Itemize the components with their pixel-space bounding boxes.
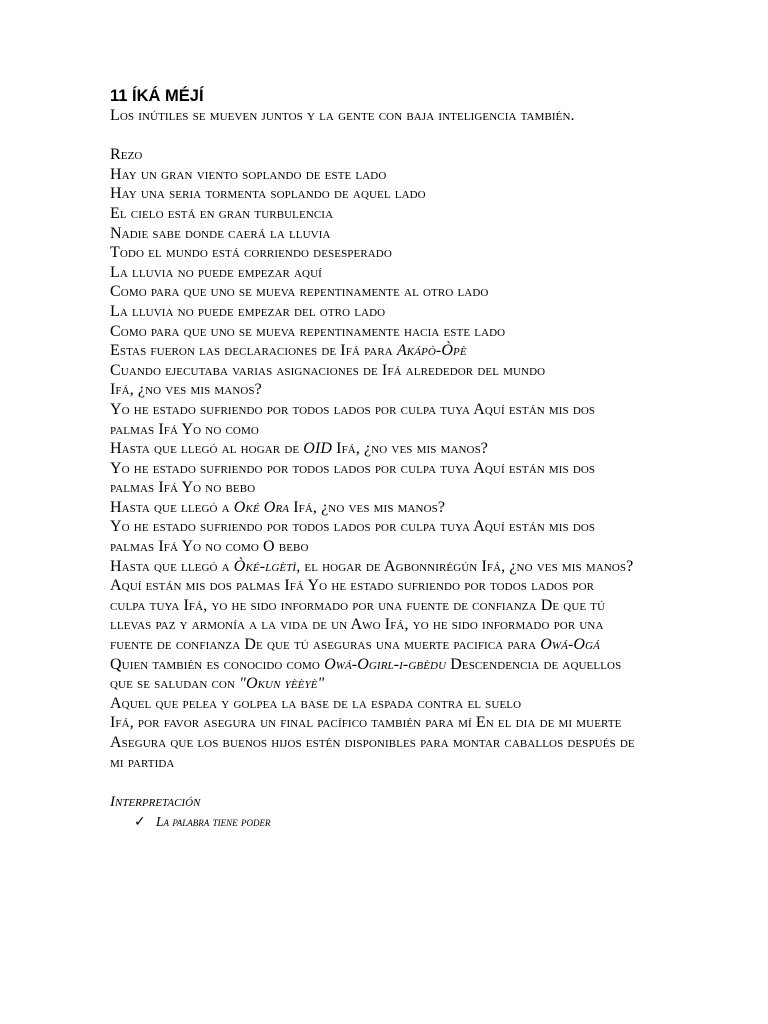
prayer-line: Yo he estado sufriendo por todos lados por culpa tuya Aquí están mis dos palmas Ifá Yo no bebo — [110, 459, 596, 497]
prayer-line: Asegura que los buenos hijos estén disponibles para montar caballos después de mi partida — [110, 734, 635, 771]
prayer-line: La lluvia no puede empezar aquí — [110, 263, 322, 281]
line-text: Estas fueron las declaraciones de Ifá para — [110, 342, 397, 360]
spacer — [110, 126, 670, 146]
prayer-line: Como para que uno se mueva repentinamente al otro lado — [110, 283, 489, 301]
proper-name: Òké-lgètì — [233, 557, 297, 575]
prayer-body — [110, 145, 670, 772]
prayer-line: Aquel que pelea y golpea la base de la espada contra el suelo — [110, 694, 522, 712]
prayer-line: Cuando ejecutaba varias asignaciones de Ifá alrededor del mundo — [110, 361, 546, 379]
document-page — [110, 86, 670, 832]
line-text: Descendencia de aquellos que se saludan con — [110, 655, 622, 693]
greeting-phrase: "Okun yèèyè" — [239, 675, 325, 693]
line-text: Quien también es conocido como — [110, 655, 325, 673]
interpretation-item — [134, 812, 670, 832]
prayer-line: Nadie sabe donde caerá la lluvia — [110, 224, 331, 242]
proper-name: Owá-Ogirl-i-gbèdu — [324, 655, 447, 673]
prayer-line: El cielo está en gran turbulencia — [110, 204, 334, 222]
line-text: Hasta que llegó a — [110, 498, 234, 516]
line-text: Ifá, ¿no ves mis manos? — [289, 498, 446, 516]
prayer-line — [110, 498, 670, 518]
prayer-line: Todo el mundo está corriendo desesperado — [110, 244, 392, 262]
interpretation-heading: Interpretación — [110, 793, 201, 810]
prayer-line: Rezo — [110, 146, 143, 164]
proper-name: Akápò-Òpè — [396, 342, 467, 360]
line-text: , el hogar de Agbonnirégún Ifá, ¿no ves mis manos? — [296, 557, 634, 575]
spacer — [110, 772, 670, 792]
line-text: Aquí están mis dos palmas Ifá Yo he estado sufriendo por todos lados por culpa tuya Ifá, yo he sido informado por una fuente de confianza De que tú llevas paz y armonía a la vida de un Awo Ifá, yo he sido informado por una fuente de confianza De que tú aseguras una muerte pacifica para — [110, 577, 606, 654]
prayer-line — [110, 341, 670, 361]
prayer-paragraph — [110, 576, 630, 694]
prayer-line: Yo he estado sufriendo por todos lados por culpa tuya Aquí están mis dos palmas Ifá Yo no como O bebo — [110, 518, 596, 556]
proper-name: OID — [303, 440, 333, 458]
proper-name: Oké Ora — [233, 498, 290, 516]
prayer-line: Ifá, por favor asegura un final pacífico también para mí En el dia de mi muerte — [110, 714, 622, 732]
prayer-line — [110, 557, 640, 577]
prayer-line — [110, 439, 670, 459]
proper-name: Owá-Ogá — [540, 636, 600, 654]
line-text: Ifá, ¿no ves mis manos? — [332, 440, 488, 458]
prayer-line: Hay una seria tormenta soplando de aquel lado — [110, 185, 426, 203]
prayer-line: La lluvia no puede empezar del otro lado — [110, 302, 386, 320]
intro-paragraph: Los inútiles se mueven juntos y la gente con baja inteligencia también. — [110, 107, 575, 124]
interpretation-text: La palabra tiene poder — [156, 813, 271, 829]
chapter-heading: 11 ÍKÁ MÉJÍ — [110, 87, 204, 105]
prayer-line: Hay un gran viento soplando de este lado — [110, 165, 387, 183]
prayer-line: Ifá, ¿no ves mis manos? — [110, 381, 262, 399]
prayer-line: Yo he estado sufriendo por todos lados por culpa tuya Aquí están mis dos palmas Ifá Yo no como — [110, 400, 596, 438]
line-text: Hasta que llegó al hogar de — [110, 440, 304, 458]
prayer-line: Como para que uno se mueva repentinamente hacia este lado — [110, 322, 506, 340]
checkmark-icon: ✓ — [134, 813, 146, 830]
line-text: Hasta que llegó a — [110, 557, 234, 575]
